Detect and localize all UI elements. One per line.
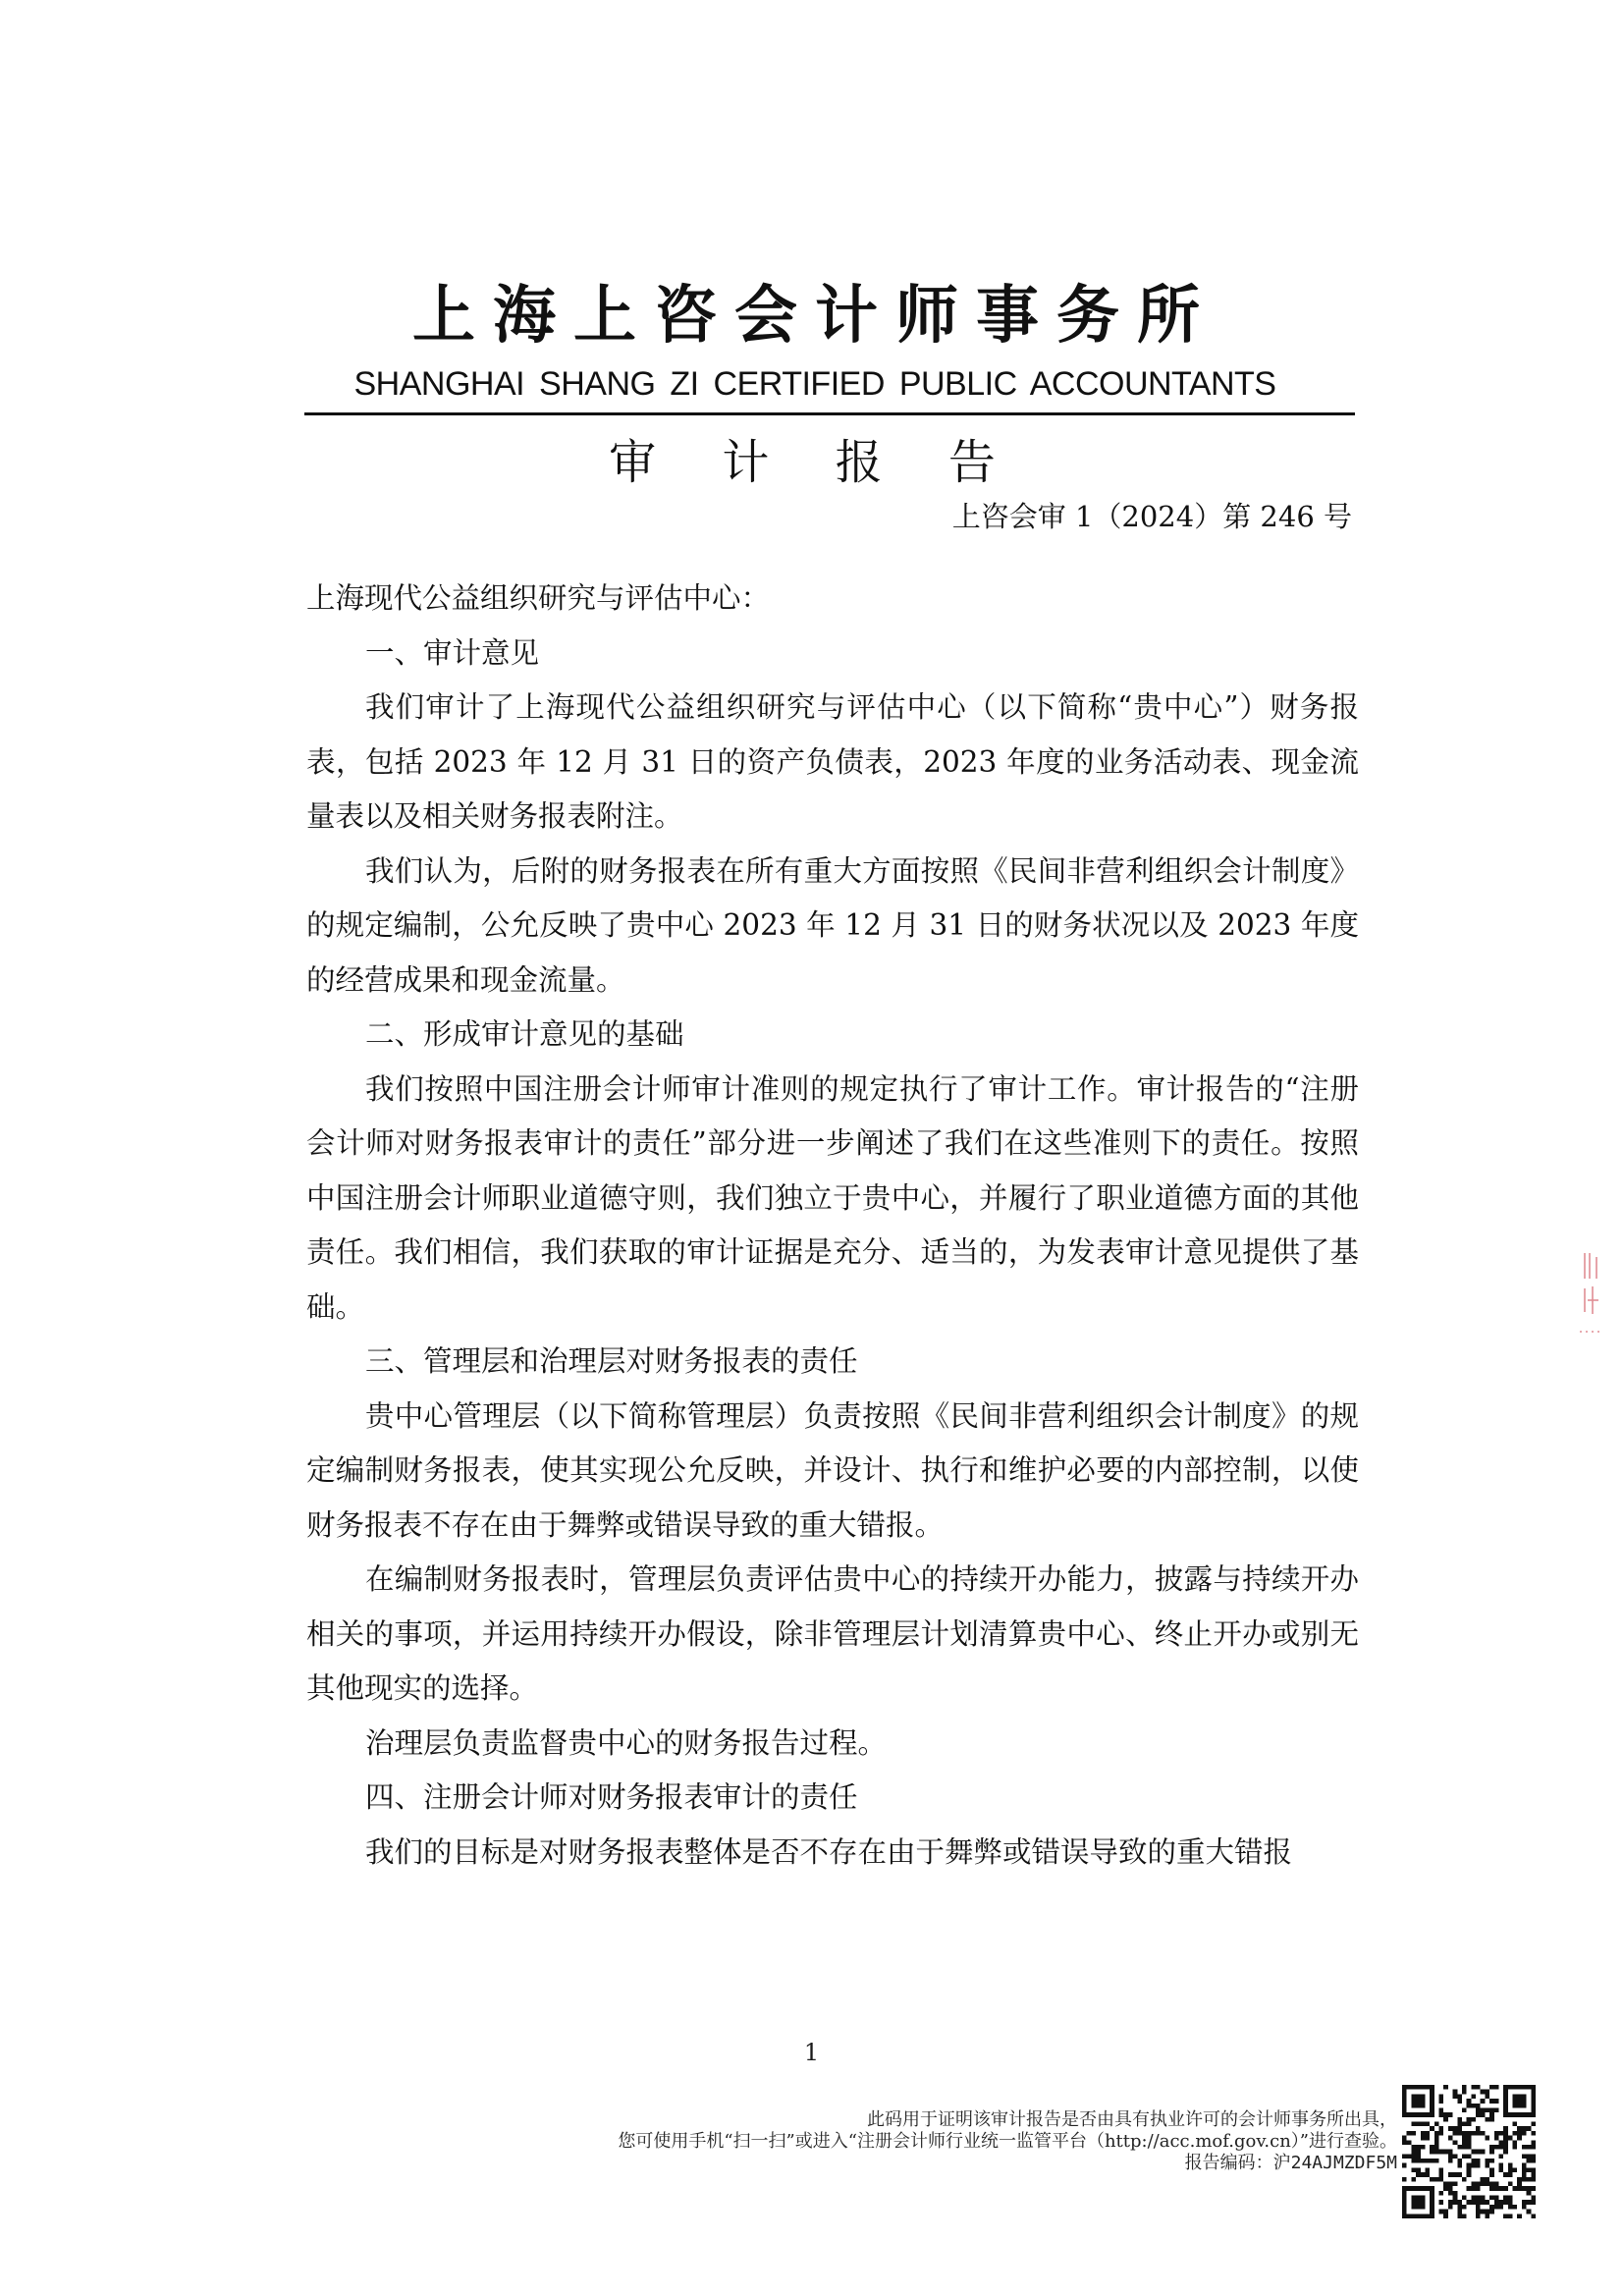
report-title: 审 计 报 告 bbox=[609, 435, 1021, 490]
firm-name-english: SHANGHAI SHANG ZI CERTIFIED PUBLIC ACCOUNTANTS bbox=[353, 365, 1276, 403]
page-number: 1 bbox=[803, 2039, 820, 2066]
body-paragraph: 我们认为，后附的财务报表在所有重大方面按照《民间非营利组织会计制度》的规定编制，公允反映了贵中心 2023 年 12 月 31 日的财务状况以及 2023 年度的经营成果和现金流量。 bbox=[306, 853, 1359, 997]
section-heading: 二、形成审计意见的基础 bbox=[365, 1017, 684, 1051]
verify-line-1: 此码用于证明该审计报告是否由具有执业许可的会计师事务所出具， bbox=[867, 2109, 1397, 2130]
addressee: 上海现代公益组织研究与评估中心： bbox=[306, 581, 771, 615]
verify-line-2: 您可使用手机“扫一扫”或进入“注册会计师行业统一监管平台（http://acc.mof.gov.cn）”进行查验。 bbox=[618, 2131, 1397, 2152]
red-seal-mark-icon bbox=[1577, 1249, 1606, 1339]
report-code: 沪24AJMZDF5M bbox=[1272, 2153, 1397, 2173]
qr-code-icon[interactable] bbox=[1402, 2085, 1536, 2218]
section-heading: 一、审计意见 bbox=[365, 635, 540, 670]
firm-name-chinese: 上海上咨会计师事务所 bbox=[412, 280, 1217, 353]
body-paragraph: 贵中心管理层（以下简称管理层）负责按照《民间非营利组织会计制度》的规定编制财务报表，使其实现公允反映，并设计、执行和维护必要的内部控制，以使财务报表不存在由于舞弊或错误导致的重大错报。 bbox=[306, 1398, 1359, 1542]
report-number: 上咨会审 1（2024）第 246 号 bbox=[951, 500, 1352, 533]
report-body bbox=[306, 572, 1359, 1880]
section-heading: 三、管理层和治理层对财务报表的责任 bbox=[365, 1344, 858, 1378]
section-heading: 四、注册会计师对财务报表审计的责任 bbox=[365, 1780, 858, 1814]
body-paragraph: 在编制财务报表时，管理层负责评估贵中心的持续开办能力，披露与持续开办相关的事项，并运用持续开办假设，除非管理层计划清算贵中心、终止开办或别无其他现实的选择。 bbox=[306, 1562, 1359, 1705]
report-code-line bbox=[464, 2153, 1397, 2174]
report-code-label: 报告编码： bbox=[1184, 2153, 1273, 2173]
header-divider bbox=[304, 412, 1355, 415]
body-paragraph: 我们的目标是对财务报表整体是否不存在由于舞弊或错误导致的重大错报 bbox=[365, 1834, 1293, 1869]
verification-note bbox=[464, 2109, 1397, 2174]
body-paragraph: 我们审计了上海现代公益组织研究与评估中心（以下简称“贵中心”）财务报表，包括 2023 年 12 月 31 日的资产负债表，2023 年度的业务活动表、现金流量表以及相关财务报表附注。 bbox=[306, 690, 1359, 833]
body-paragraph: 治理层负责监督贵中心的财务报告过程。 bbox=[365, 1725, 888, 1760]
body-paragraph: 我们按照中国注册会计师审计准则的规定执行了审计工作。审计报告的“注册会计师对财务报表审计的责任”部分进一步阐述了我们在这些准则下的责任。按照中国注册会计师职业道德守则，我们独立于贵中心，并履行了职业道德方面的其他责任。我们相信，我们获取的审计证据是充分、适当的，为发表审计意见提供了基础。 bbox=[306, 1071, 1359, 1324]
